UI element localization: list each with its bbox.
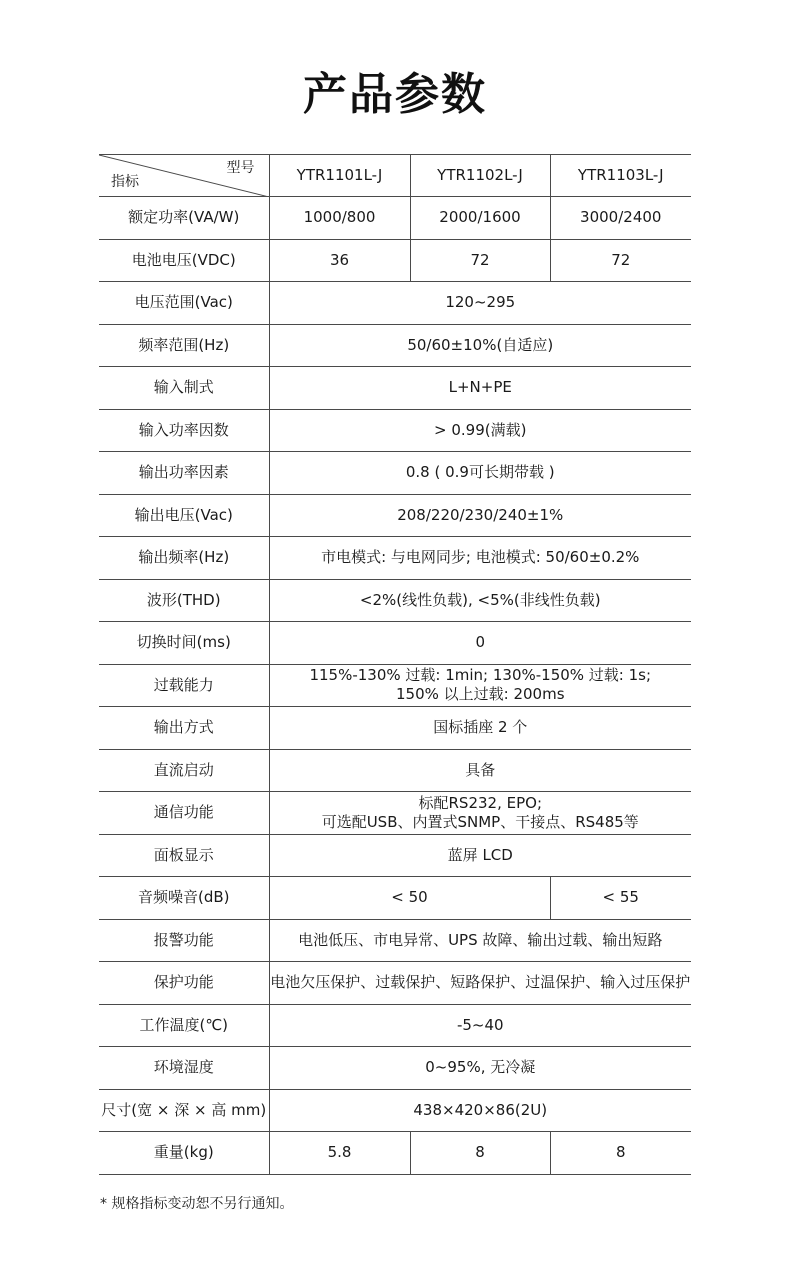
cell-value: > 0.99(满载)	[269, 409, 691, 452]
cell-value: 具备	[269, 749, 691, 792]
cell-value: 电池欠压保护、过载保护、短路保护、过温保护、输入过压保护	[269, 962, 691, 1005]
row-label: 环境湿度	[99, 1047, 269, 1090]
cell-value-multiline	[269, 792, 691, 835]
cell-value: 蓝屏 LCD	[269, 834, 691, 877]
table-row	[99, 239, 691, 282]
cell-value: < 55	[550, 877, 691, 920]
table-row	[99, 324, 691, 367]
cell-value: -5~40	[269, 1004, 691, 1047]
table-row	[99, 1132, 691, 1175]
cell-value: 3000/2400	[550, 197, 691, 240]
row-label: 重量(kg)	[99, 1132, 269, 1175]
cell-value: 5.8	[269, 1132, 410, 1175]
row-label: 尺寸(宽 × 深 × 高 mm)	[99, 1089, 269, 1132]
cell-value: 8	[550, 1132, 691, 1175]
row-label: 工作温度(℃)	[99, 1004, 269, 1047]
table-row	[99, 622, 691, 665]
cell-value: 0.8 ( 0.9可长期带载 )	[269, 452, 691, 495]
cell-value: < 50	[269, 877, 550, 920]
cell-value: 438×420×86(2U)	[269, 1089, 691, 1132]
row-label: 电压范围(Vac)	[99, 282, 269, 325]
row-label: 电池电压(VDC)	[99, 239, 269, 282]
table-row	[99, 367, 691, 410]
footnote: * 规格指标变动恕不另行通知。	[100, 1196, 294, 1212]
table-row	[99, 749, 691, 792]
row-label: 音频噪音(dB)	[99, 877, 269, 920]
table-row	[99, 664, 691, 707]
cell-value: 120~295	[269, 282, 691, 325]
table-row	[99, 834, 691, 877]
table-row	[99, 792, 691, 835]
cell-value: 208/220/230/240±1%	[269, 494, 691, 537]
table-row	[99, 494, 691, 537]
row-label: 输出电压(Vac)	[99, 494, 269, 537]
cell-value-multiline	[269, 664, 691, 707]
row-label: 输入功率因数	[99, 409, 269, 452]
row-label: 额定功率(VA/W)	[99, 197, 269, 240]
model-header-3: YTR1103L-J	[550, 155, 691, 197]
cell-value: <2%(线性负载), <5%(非线性负载)	[269, 579, 691, 622]
table-row	[99, 1004, 691, 1047]
cell-value: 8	[410, 1132, 550, 1175]
spec-table	[99, 154, 691, 1175]
cell-line: 可选配USB、内置式SNMP、干接点、RS485等	[321, 812, 639, 831]
cell-value: 国标插座 2 个	[269, 707, 691, 750]
model-header-2: YTR1102L-J	[410, 155, 550, 197]
row-label: 输出方式	[99, 707, 269, 750]
cell-value: 0~95%, 无冷凝	[269, 1047, 691, 1090]
cell-value: 2000/1600	[410, 197, 550, 240]
cell-line: 115%-130% 过载: 1min; 130%-150% 过载: 1s;	[309, 666, 652, 685]
table-row	[99, 962, 691, 1005]
table-row	[99, 282, 691, 325]
cell-value: 36	[269, 239, 410, 282]
model-header-1: YTR1101L-J	[269, 155, 410, 197]
table-row	[99, 919, 691, 962]
cell-value: 电池低压、市电异常、UPS 故障、输出过载、输出短路	[269, 919, 691, 962]
cell-value: 市电模式: 与电网同步; 电池模式: 50/60±0.2%	[269, 537, 691, 580]
row-label: 输出功率因素	[99, 452, 269, 495]
table-row	[99, 537, 691, 580]
row-label: 频率范围(Hz)	[99, 324, 269, 367]
row-label: 面板显示	[99, 834, 269, 877]
row-label: 过载能力	[99, 664, 269, 707]
cell-value: L+N+PE	[269, 367, 691, 410]
table-row	[99, 579, 691, 622]
cell-line: 150% 以上过载: 200ms	[395, 685, 565, 704]
cell-value: 50/60±10%(自适应)	[269, 324, 691, 367]
corner-header-cell	[99, 155, 269, 197]
table-row	[99, 877, 691, 920]
model-header-label: 型号	[226, 160, 255, 176]
cell-value: 1000/800	[269, 197, 410, 240]
spec-header-label: 指标	[111, 174, 139, 190]
table-row	[99, 1047, 691, 1090]
cell-value: 0	[269, 622, 691, 665]
cell-line: 标配RS232, EPO;	[418, 793, 542, 812]
row-label: 保护功能	[99, 962, 269, 1005]
page-title: 产品参数	[303, 69, 487, 120]
row-label: 波形(THD)	[99, 579, 269, 622]
table-row	[99, 1089, 691, 1132]
table-row	[99, 409, 691, 452]
cell-value: 72	[410, 239, 550, 282]
row-label: 输出频率(Hz)	[99, 537, 269, 580]
row-label: 直流启动	[99, 749, 269, 792]
row-label: 输入制式	[99, 367, 269, 410]
row-label: 通信功能	[99, 792, 269, 835]
table-header-row	[99, 155, 691, 197]
row-label: 报警功能	[99, 919, 269, 962]
table-row	[99, 197, 691, 240]
row-label: 切换时间(ms)	[99, 622, 269, 665]
cell-value: 72	[550, 239, 691, 282]
table-row	[99, 452, 691, 495]
table-row	[99, 707, 691, 750]
